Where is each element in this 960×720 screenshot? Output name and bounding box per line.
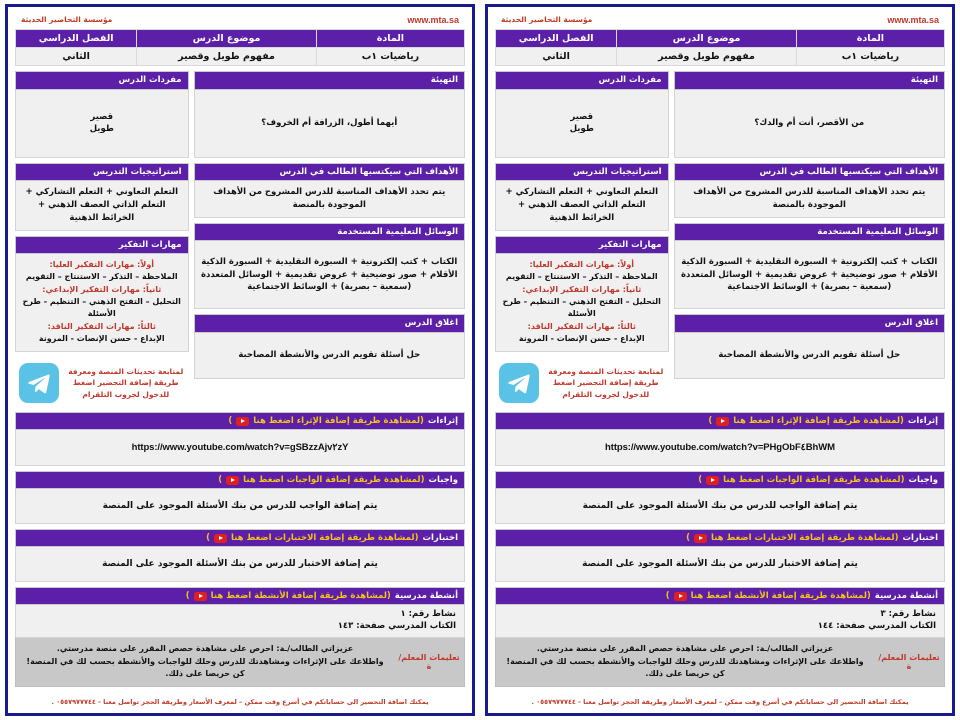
telegram-icon[interactable] (499, 363, 539, 403)
homework-title: واجبات (908, 475, 938, 486)
tests-header[interactable] (15, 529, 465, 547)
header-topic: موضوع الدرس (137, 30, 317, 48)
enrichment-cta[interactable]: (لمشاهدة طريقة إضافة الإثراء اضغط هنا (733, 416, 904, 427)
media-text: الكتاب + كتب إلكترونية + السبورة التقليدية + السبورة الذكية الأقلام + صور توضيحية + عروض تقديمية + الوسائل المتعددة (سمعية – بصرية) + الوسائط الاجتماعية (194, 241, 465, 309)
tests-cta[interactable]: (لمشاهدة طريقة إضافة الاختبارات اضغط هنا (711, 533, 899, 544)
card-closing (194, 314, 465, 379)
vocabulary-title: مفردات الدرس (495, 71, 669, 90)
activity-page-value: ١٤٤ (817, 621, 834, 632)
vocabulary-item: طويل (569, 124, 594, 135)
tests-title: اختبارات (902, 533, 938, 544)
tests-header[interactable] (495, 529, 945, 547)
thinking-value: التحليل – التفتح الذهني – التنظيم - طرح الأسئلة (22, 297, 181, 319)
section-activities (15, 587, 465, 687)
card-media (674, 223, 945, 310)
activity-page-label: الكتاب المدرسي صفحة: (836, 621, 936, 632)
paren-close: ) (228, 416, 233, 427)
brand-row (15, 12, 465, 29)
thinking-value: الملاحظة – التذكر – الاستنتاج – التقويم (505, 272, 658, 282)
vocabulary-list (15, 90, 189, 158)
section-enrichment (15, 412, 465, 466)
paren-close: ) (708, 416, 713, 427)
teacher-instructions-text (16, 638, 394, 686)
tests-text: يتم إضافة الاختبار للدرس من بنك الأسئلة الموجود على المنصة (15, 547, 465, 582)
strategies-title: استراتيجيات التدريس (495, 163, 669, 182)
homework-header[interactable] (495, 471, 945, 489)
activities-header[interactable] (15, 587, 465, 605)
homework-cta[interactable]: (لمشاهدة طريقة إضافة الواجبات اضغط هنا (243, 475, 425, 486)
homework-title: واجبات (428, 475, 458, 486)
activity-meta (495, 605, 945, 638)
column-side (495, 71, 669, 407)
thinking-value: الإبداع - حسن الإنصات - المرونة (518, 334, 645, 344)
activity-page-value: ١٤٣ (337, 621, 354, 632)
card-vocabulary (495, 71, 669, 158)
org-name: مؤسسة التحاضير الحديثة (501, 15, 593, 24)
website-url[interactable]: www.mta.sa (887, 14, 939, 25)
activity-number-label: نشاط رقم: (888, 609, 936, 620)
youtube-play-icon[interactable] (194, 592, 207, 601)
header-subject: المادة (796, 30, 944, 48)
value-subject: رياضيات ١ب (796, 48, 944, 66)
lesson-plan-page-right (480, 0, 960, 720)
homework-header[interactable] (15, 471, 465, 489)
page-footer: يمكنك اضافة التحضير الى حساباتكم في أسرع وقت ممكن – لمعرف الأسعار وطريقة الحجز تواصل معنا - ٠٥٥٧٩٧٧٧٤٤ . (51, 697, 429, 706)
vocabulary-list (495, 90, 669, 158)
youtube-play-icon[interactable] (694, 534, 707, 543)
column-side (15, 71, 189, 407)
teacher-instructions-text (496, 638, 874, 686)
teacher-line-2: واطلاعك على الإثراءات ومشاهدتك للدرس وحلك للواجبات والأنشطة بحسب لك في المنصة! كن حريصا على ذلك. (506, 656, 864, 679)
table-header-row (16, 30, 465, 48)
enrichment-url[interactable]: https://www.youtube.com/watch?v=PHgObF٤BhWM (495, 430, 945, 466)
media-text: الكتاب + كتب إلكترونية + السبورة التقليدية + السبورة الذكية الأقلام + صور توضيحية + عروض تقديمية + الوسائل المتعددة (سمعية – بصرية) + الوسائط الاجتماعية (674, 241, 945, 309)
closing-title: اغلاق الدرس (674, 314, 945, 333)
thinking-value: الملاحظة – التذكر – الاستنتاج – التقويم (25, 272, 178, 282)
telegram-icon[interactable] (19, 363, 59, 403)
warmup-title: التهيئة (674, 71, 945, 90)
lesson-info-table (15, 29, 465, 66)
spacer (495, 687, 945, 694)
teacher-line-1: عزيزاتي الطالب/ـة: احرص على مشاهدة حصص المقرر على منصة مدرستي. (56, 643, 354, 653)
table-row (496, 48, 945, 66)
thinking-title: مهارات التفكير (15, 236, 189, 255)
strategies-text: التعلم التعاوني + التعلم التشاركي + التعلم الذاتي العصف الذهني + الخرائط الذهنية (15, 181, 189, 230)
card-warmup (194, 71, 465, 158)
thinking-title: مهارات التفكير (495, 236, 669, 255)
thinking-label: ثالثاً: مهارات التفكير الناقد: (527, 322, 636, 332)
vocabulary-item: طويل (89, 124, 114, 135)
paren-close: ) (665, 591, 670, 602)
thinking-value: التحليل – التفتح الذهني – التنظيم - طرح الأسئلة (502, 297, 661, 319)
activities-title: أنشطة مدرسية (874, 591, 938, 602)
teacher-line-1: عزيزاتي الطالب/ـة: احرص على مشاهدة حصص المقرر على منصة مدرستي. (536, 643, 834, 653)
youtube-play-icon[interactable] (226, 476, 239, 485)
website-url[interactable]: www.mta.sa (407, 14, 459, 25)
youtube-play-icon[interactable] (716, 417, 729, 426)
activity-number-value: ٣ (880, 609, 886, 620)
teacher-line-2: واطلاعك على الإثراءات ومشاهدتك للدرس وحلك للواجبات والأنشطة بحسب لك في المنصة! كن حريصا على ذلك. (26, 656, 384, 679)
objectives-title: الأهداف التي سيكتسبها الطالب في الدرس (194, 163, 465, 182)
activity-number-label: نشاط رقم: (408, 609, 456, 620)
page-footer: يمكنك اضافة التحضير الى حساباتكم في أسرع وقت ممكن – لمعرف الأسعار وطريقة الحجز تواصل معنا - ٠٥٥٧٩٧٧٧٤٤ . (531, 697, 909, 706)
thinking-label: أولاً: مهارات التفكير العليا: (49, 260, 155, 270)
header-subject: المادة (316, 30, 464, 48)
column-main (194, 71, 465, 407)
vocabulary-item: قصير (570, 111, 594, 122)
card-thinking-skills (495, 236, 669, 353)
objectives-text: يتم تحدد الأهداف المناسبة للدرس المشروح من الأهداف الموجودة بالمنصة (674, 181, 945, 218)
table-row (16, 48, 465, 66)
activity-page-row (24, 620, 456, 632)
card-media (194, 223, 465, 310)
closing-text: حل أسئلة تقويم الدرس والأنشطة المصاحبة (674, 333, 945, 379)
brand-row (495, 12, 945, 29)
objectives-title: الأهداف التي سيكتسبها الطالب في الدرس (674, 163, 945, 182)
activities-cta[interactable]: (لمشاهدة طريقة إضافة الأنشطة اضغط هنا (690, 591, 871, 602)
thinking-label: أولاً: مهارات التفكير العليا: (529, 260, 635, 270)
enrichment-header[interactable] (15, 412, 465, 430)
header-term: الفصل الدراسي (496, 30, 617, 48)
warmup-text: من الأقصر، أنت أم والدك؟ (674, 90, 945, 158)
vocabulary-item: قصير (90, 111, 114, 122)
strategies-text: التعلم التعاوني + التعلم التشاركي + التعلم الذاتي العصف الذهني + الخرائط الذهنية (495, 181, 669, 230)
activities-header[interactable] (495, 587, 945, 605)
card-thinking-skills (15, 236, 189, 353)
card-objectives (674, 163, 945, 218)
card-vocabulary (15, 71, 189, 158)
activity-meta (15, 605, 465, 638)
teacher-instructions-label: تعليمات المعلم/ة (878, 652, 940, 671)
activity-number-value: ١ (400, 609, 406, 620)
youtube-play-icon[interactable] (236, 417, 249, 426)
homework-cta[interactable]: (لمشاهدة طريقة إضافة الواجبات اضغط هنا (723, 475, 905, 486)
paren-close: ) (686, 533, 690, 544)
paren-close: ) (185, 591, 190, 602)
teacher-instructions-label: تعليمات المعلم/ة (398, 652, 460, 671)
card-strategies (15, 163, 189, 231)
page-frame (5, 4, 475, 716)
body-columns (495, 71, 945, 407)
thinking-label: ثانياً: مهارات التفكير الإبداعي: (42, 285, 162, 295)
thinking-list (495, 254, 669, 352)
youtube-play-icon[interactable] (214, 534, 227, 543)
telegram-promo-text: لمتابعة تحديثات المنصة ومعرفة طريقة إضافة التحضير اضغط للدخول لجروب التلقرام (68, 366, 184, 399)
value-term: الثاني (16, 48, 137, 66)
telegram-promo[interactable] (495, 357, 669, 407)
enrichment-url[interactable]: https://www.youtube.com/watch?v=gSBzzAjv٢zY (15, 430, 465, 466)
youtube-play-icon[interactable] (674, 592, 687, 601)
spacer (15, 687, 465, 694)
warmup-text: أيهما أطول، الزرافة أم الخروف؟ (194, 90, 465, 158)
tests-text: يتم إضافة الاختبار للدرس من بنك الأسئلة الموجود على المنصة (495, 547, 945, 582)
value-topic: مفهوم طويل وقصير (617, 48, 797, 66)
activity-number-row (24, 608, 456, 620)
activity-number-row (504, 608, 936, 620)
header-term: الفصل الدراسي (16, 30, 137, 48)
card-warmup (674, 71, 945, 158)
enrichment-title: إثراءات (427, 416, 458, 427)
tests-title: اختبارات (422, 533, 458, 544)
vocabulary-title: مفردات الدرس (15, 71, 189, 90)
table-header-row (496, 30, 945, 48)
body-columns (15, 71, 465, 407)
value-subject: رياضيات ١ب (316, 48, 464, 66)
telegram-promo[interactable] (15, 357, 189, 407)
org-name: مؤسسة التحاضير الحديثة (21, 15, 113, 24)
lesson-info-table (495, 29, 945, 66)
section-homework (15, 471, 465, 524)
section-homework (495, 471, 945, 524)
thinking-label: ثانياً: مهارات التفكير الإبداعي: (522, 285, 642, 295)
section-activities (495, 587, 945, 687)
activity-page-row (504, 620, 936, 632)
activities-cta[interactable]: (لمشاهدة طريقة إضافة الأنشطة اضغط هنا (210, 591, 391, 602)
column-main (674, 71, 945, 407)
thinking-value: الإبداع - حسن الإنصات - المرونة (38, 334, 165, 344)
card-objectives (194, 163, 465, 218)
enrichment-title: إثراءات (907, 416, 938, 427)
objectives-text: يتم تحدد الأهداف المناسبة للدرس المشروح من الأهداف الموجودة بالمنصة (194, 181, 465, 218)
paren-close: ) (206, 533, 210, 544)
homework-text: يتم إضافة الواجب للدرس من بنك الأسئلة الموجود على المنصة (495, 489, 945, 524)
youtube-play-icon[interactable] (706, 476, 719, 485)
card-strategies (495, 163, 669, 231)
page-frame (485, 4, 955, 716)
media-title: الوسائل التعليمية المستخدمة (674, 223, 945, 242)
teacher-instructions-row (495, 638, 945, 687)
strategies-title: استراتيجيات التدريس (15, 163, 189, 182)
closing-title: اغلاق الدرس (194, 314, 465, 333)
value-topic: مفهوم طويل وقصير (137, 48, 317, 66)
paren-close: ) (698, 475, 703, 486)
section-tests (495, 529, 945, 582)
tests-cta[interactable]: (لمشاهدة طريقة إضافة الاختبارات اضغط هنا (231, 533, 419, 544)
value-term: الثاني (496, 48, 617, 66)
enrichment-header[interactable] (495, 412, 945, 430)
section-enrichment (495, 412, 945, 466)
enrichment-cta[interactable]: (لمشاهدة طريقة إضافة الإثراء اضغط هنا (253, 416, 424, 427)
warmup-title: التهيئة (194, 71, 465, 90)
activities-title: أنشطة مدرسية (394, 591, 458, 602)
media-title: الوسائل التعليمية المستخدمة (194, 223, 465, 242)
header-topic: موضوع الدرس (617, 30, 797, 48)
section-tests (15, 529, 465, 582)
telegram-promo-text: لمتابعة تحديثات المنصة ومعرفة طريقة إضافة التحضير اضغط للدخول لجروب التلقرام (548, 366, 664, 399)
closing-text: حل أسئلة تقويم الدرس والأنشطة المصاحبة (194, 333, 465, 379)
card-closing (674, 314, 945, 379)
thinking-label: ثالثاً: مهارات التفكير الناقد: (47, 322, 156, 332)
paren-close: ) (218, 475, 223, 486)
thinking-list (15, 254, 189, 352)
homework-text: يتم إضافة الواجب للدرس من بنك الأسئلة الموجود على المنصة (15, 489, 465, 524)
teacher-instructions-row (15, 638, 465, 687)
activity-page-label: الكتاب المدرسي صفحة: (356, 621, 456, 632)
